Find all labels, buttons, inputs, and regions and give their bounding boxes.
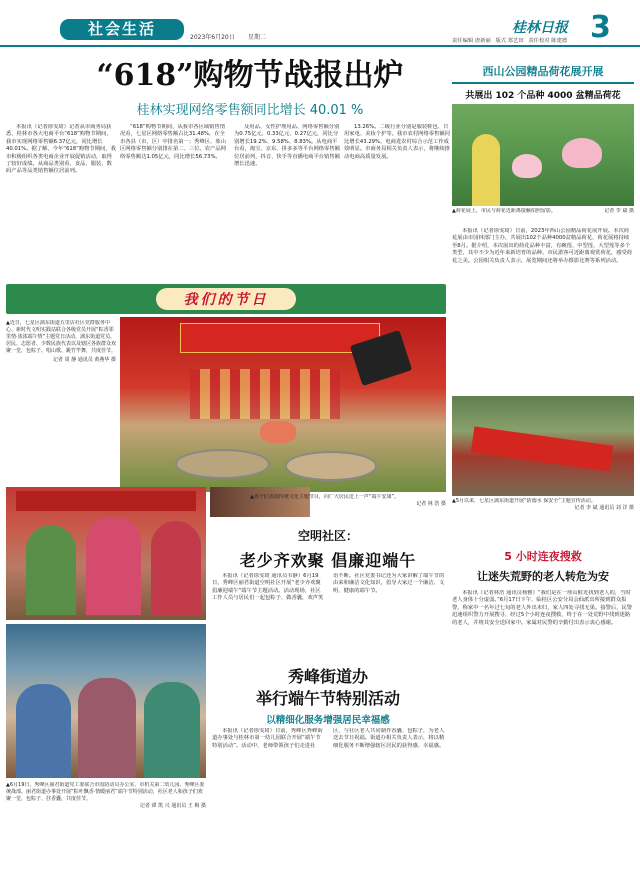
main-text-4: 13.26%。二级行业分别是服装鞋包、日用家电、美妆个护等。我市农村网络零售额同比增长43.29%，电商进农村综合示范工作成效明显。市商务局相关负责人表示，将继续推动电商高质量发展。 [344, 124, 450, 160]
main-text-2: “618”购物节期间，从我市各区域销售情况看，七星区网络零售额占比31.48%，在全市各县（市、区）中排名第一；秀峰区、象山区网络零售额分别排在第二、三位。农产品网络零售额达1.05亿元，同比增长56.73%。 [120, 124, 226, 160]
story-a-body [212, 573, 446, 649]
feature-caption-1 [6, 320, 116, 480]
designer-name: 郑艺田 [507, 38, 524, 44]
photo2-credit: 记者 林 浩 摄 [416, 501, 446, 507]
photo-red-banner [471, 426, 613, 471]
story-c-credit: 记者 李 斌 摄 [604, 208, 634, 214]
header-rule [0, 45, 640, 47]
story-c-title-bar [452, 60, 634, 84]
story-c-text: 本报讯（记者徐雯琦）日前，2023年西山公园精品荷花展开展。本次荷花展由市园林部门主办，共展出102个品种4000盆精品荷花，荷花展将持续至8月。据介绍，本次展出的荷花品种丰富，有碗莲、中型莲、大型莲等多个类型，其中不少为近年来新培育的品种。市民游客可近距离观赏荷花，感受荷花之美。公园相关负责人表示，展览期间还将举办摄影比赛等系列活动。 [452, 228, 633, 264]
feature-banner [6, 284, 446, 314]
section-pill: 社会生活 [60, 19, 184, 40]
main-col-3 [234, 124, 340, 279]
photo-elder-1 [16, 684, 71, 778]
photo-fruit [260, 421, 296, 443]
feature-photo-ladies [6, 487, 206, 620]
photo-lotus-1 [562, 138, 602, 168]
staff-line [452, 36, 567, 44]
feature-caption-4 [6, 782, 206, 826]
photo-visitor [472, 134, 500, 206]
photo-person-3 [151, 521, 201, 615]
story-c-photo [452, 104, 634, 206]
main-text-3: 及用品、女性护理用品、网络零售额分别为0.75亿元、0.33亿元、0.27亿元，同比分别增长19.2%、9.58%、8.83%。从电商平台看，淘宝、京东、拼多多等平台网络零售额位居前列，抖音、快手等直播电商平台销售额增长迅速。 [234, 124, 340, 168]
photo-elder-2 [78, 678, 136, 778]
photo4-caption-text: ▲6月19日，秀峰区丽君街道党工委联合市国防动员办公室、市机关第二幼儿园、秀峰区委统战部、丽君街道办事处开展“粽叶飘香·情暖丽君”端午节特别活动，社区老人和孩子们欢聚一堂，包粽子、挂香囊，共度佳节。 [6, 782, 205, 802]
story-c-caption [452, 208, 634, 226]
photo1-credit: 记者 周 静 通讯员 黄燕华 摄 [53, 357, 116, 363]
photo-person-1 [26, 525, 76, 615]
paper-name: 桂林日报 [512, 20, 568, 36]
story-a-title: 老少齐欢聚 倡廉迎端午 [239, 551, 417, 570]
proof-label: 责任校对 [528, 38, 550, 44]
photo-lotus-2 [512, 154, 542, 178]
page-number: 3 [590, 10, 611, 45]
feature-photo-main [120, 317, 446, 492]
main-text-1: 本报讯（记者徐雯琦）记者从市商务局获悉，桂林市各大电商平台“618”购物节期间，我市实现网络零售额6.37亿元，同比增长40.01%。据了解，今年“618”购物节期间，我市积极组织各类电商企业开展促销活动，取得了较好成绩。从商品类别看，食品、服装、数码产品等品类销售额位居前列。 [6, 124, 116, 175]
story-d-photo [452, 396, 634, 496]
main-col-4 [344, 124, 452, 279]
proofer-name: 陈建德 [551, 38, 568, 44]
story-d-title-1: 5 小时连夜搜救 [504, 550, 582, 563]
feature-caption-2 [210, 494, 446, 518]
story-d-body [452, 590, 634, 880]
photo-banner-text-area [16, 491, 196, 511]
photo-elder-3 [144, 682, 200, 778]
main-col-2 [120, 124, 230, 279]
editor-name: 唐新丽 [474, 38, 491, 44]
photo-food-tray-1 [175, 449, 270, 479]
issue-date: 2023年6月20日 [190, 34, 235, 41]
story-d-title-2: 让迷失荒野的老人转危为安 [477, 570, 609, 583]
story-c-caption-text: ▲荷花展上，市民与荷花近距离接触拍照留影。 [452, 208, 556, 214]
photo-children [190, 369, 340, 419]
story-d-caption-text: ▲5月以来，七星区漓东街道开展“防溺水 保安全”主题宣传活动。 [452, 498, 596, 504]
story-b-body [212, 728, 446, 820]
story-c-body [452, 228, 634, 396]
story-b-text: 本报讯（记者徐雯琦）日前，秀峰区秀峰街道办事处与桂林市第一幼儿园联合开展“端午节特别活动”。活动中，老师带领孩子们走进社区，与社区老人共同制作香囊、包粽子，为老人送去节日祝福。街道办相关负责人表示，将以精细化服务不断增强辖区居民的获得感、幸福感。 [212, 728, 445, 749]
photo1-caption-text: ▲近日，七星区漓东街道五里店社区党群服务中心、新时代文明实践站联合各级党员开展“粽香邻里情·浓浓端午情”主题党日活动，漓东街道党员、居民、志愿者、少数民族代表以及辖区各族群众欢聚一堂，包粽子、唱山歌、跳竹竿舞，共度佳节。 [6, 320, 116, 354]
main-headline: “618”购物节战报出炉 [96, 58, 404, 93]
story-c-title: 西山公园精品荷花展开展 [482, 65, 604, 78]
story-b-subtitle: 以精细化服务增强居民幸福感 [266, 715, 390, 726]
photo2-caption-text: ▲孩子们表演传统文化主题节目，向广大居民送上一声“端午安康”。 [250, 494, 400, 500]
designer-label: 版式 [495, 38, 507, 44]
story-b-title-1: 秀峰街道办 [287, 667, 368, 686]
feature-photo-elders [6, 624, 206, 778]
photo4-credit: 记者 谭 凯 兴 通讯员 王 梅 摄 [139, 803, 206, 809]
story-d-credit: 记者 李 斌 通讯员 刘 洋 摄 [574, 505, 634, 511]
story-a-kicker: 空明社区： [297, 529, 358, 543]
photo-food-tray-2 [285, 451, 377, 481]
banner-text: 我们的节日 [183, 292, 269, 308]
story-b-title-2: 举行端午节特别活动 [255, 689, 400, 708]
story-c-subtitle: 共展出 102 个品种 4000 盆精品荷花 [465, 91, 621, 101]
editor-label: 责任编辑 [452, 38, 474, 44]
main-col-1 [6, 124, 116, 279]
main-subheadline: 桂林实现网络零售额同比增长 40.01 % [136, 103, 364, 118]
story-d-caption [452, 498, 634, 538]
masthead [0, 0, 640, 50]
story-a-text: 本报讯（记者徐雯琦 通讯员韦静）6月19日，秀峰区丽君街道空明社区开展“老少齐欢聚 倡廉迎端午”端午节主题活动。活动现场，社区工作人员与居民们一起包粽子、做香囊，欢声笑语不断。社区党委书记还为大家讲解了端午节的由来和廉洁文化知识，倡导大家过一个廉洁、文明、健康的端午节。 [212, 573, 445, 602]
photo-person-2 [86, 517, 141, 615]
story-d-text: 本报讯（记者林浩 通讯员杨雅）“我们是在一座山附近找到老人的，当时老人身体十分虚弱。”6月17日下午，临桂区公安分局会仙派出所接到群众报警，称家中一名年过七旬的老人外出未归，家人四处寻找无果。接警后，民警迅速组织警力开展搜寻，经过5个小时连夜搜救，终于在一处荒野中找到迷路的老人，并将其安全送回家中。家属对民警的辛勤付出表示衷心感谢。 [452, 590, 633, 626]
issue-weekday: 星期二 [248, 34, 267, 41]
